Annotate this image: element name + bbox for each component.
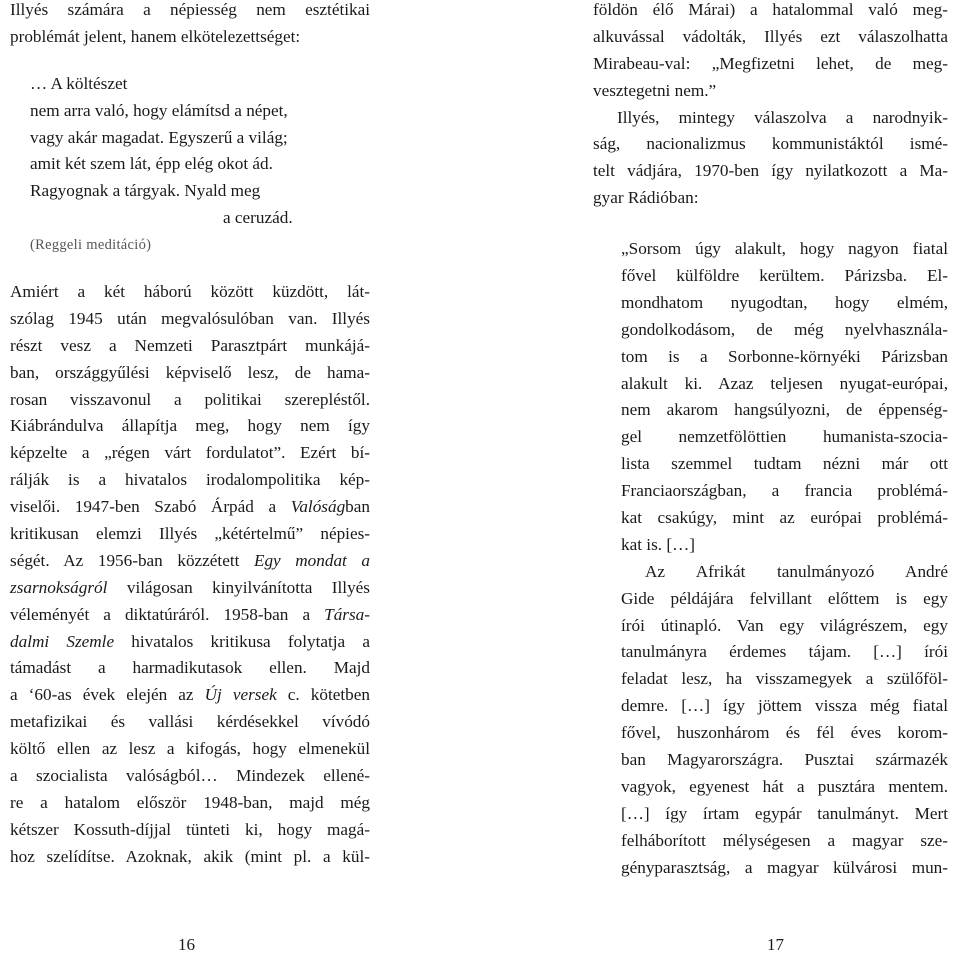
quote-line: fővel külföldre kerültem. Párizsba. El-: [621, 266, 948, 286]
body-text: c. kötetben: [276, 685, 370, 705]
quote-line: […] így írtam egypár tanulmányt. Mert: [621, 803, 948, 823]
body-line: Mirabeau-val: „Megfizetni lehet, de meg-: [593, 53, 948, 73]
body-text: ségét. Az 1956-ban közzétett: [10, 550, 254, 570]
journal-title-tarsadalmi-szemle: dalmi Szemle: [10, 631, 115, 651]
quote-line: mondhatom nyugodtan, hogy elmém,: [621, 292, 948, 312]
body-line: rálják is a hivatalos irodalompolitika kép-: [10, 470, 370, 490]
quote-line: lista szemmel tudtam nézni már ott: [621, 454, 948, 474]
poem-excerpt: [10, 71, 370, 259]
quote-line: kat is. […]: [621, 534, 695, 554]
quote-line: alakult ki. Azaz teljesen nyugat-európai,: [621, 373, 948, 393]
quote-line: vagyok, egyenest hát a pusztára mentem.: [621, 776, 948, 796]
quote-line: Gide példájára felvillant előttem is egy: [621, 588, 948, 608]
body-text: világosan kinyilvánította Illyés: [107, 577, 370, 597]
poem-line: vagy akár magadat. Egyszerű a világ;: [30, 127, 288, 147]
body-line: [10, 548, 370, 575]
body-text: viselői. 1947-ben Szabó Árpád a: [10, 497, 291, 517]
body-line: Illyés számára a népiesség nem esztétikai: [10, 0, 370, 19]
work-title-uj-versek: Új versek: [204, 685, 277, 705]
journal-title-tarsadalmi-szemle: Társa-: [324, 604, 370, 624]
body-line: a szocialista valóságból… Mindezek ellené-: [10, 766, 370, 786]
body-line: kritikusan elemzi Illyés „kétértelmű” népies-: [10, 524, 370, 544]
poem-line: amit két szem lát, épp elég okot ád.: [30, 154, 273, 174]
quote-line: feladat lesz, ha visszamegyek a szülőföl-: [621, 669, 948, 689]
body-line: metafizikai és vallási kérdésekkel vívódó: [10, 712, 370, 732]
quote-line: „Sorsom úgy alakult, hogy nagyon fiatal: [621, 239, 948, 259]
quote-line: fővel, huszonhárom és fél éves korom-: [621, 723, 948, 743]
body-text: hivatalos kritikusa folytatja a: [114, 631, 370, 651]
body-line: alkuvással vádolták, Illyés ezt válaszolhatta: [593, 26, 948, 46]
body-text: véleményét a diktatúráról. 1958-ban a: [10, 604, 325, 624]
quote-line: nem akarom hangsúlyozni, de éppenség-: [621, 400, 948, 420]
quote-line: felháborított mélységesen a magyar sze-: [621, 830, 948, 850]
quote-line: gondolkodásom, de még nyelvhasznála-: [621, 319, 948, 339]
body-line: re a hatalom először 1948-ban, majd még: [10, 792, 370, 812]
body-line: ban, országgyűlési képviselő lesz, de hama-: [10, 362, 370, 382]
body-line: költő ellen az lesz a kifogás, hogy elmenekül: [10, 739, 370, 759]
work-title-egy-mondat: Egy mondat a: [253, 550, 370, 570]
body-line: képzelte a „régen várt fordulatot”. Ezért bí-: [10, 443, 370, 463]
body-text: a ‘60-as évek elején az: [10, 685, 205, 705]
right-text-column: [593, 0, 948, 882]
body-line: támadást a harmadikutasok ellen. Majd: [10, 658, 370, 678]
body-line: gyar Rádióban:: [593, 188, 699, 208]
body-line: részt vesz a Nemzeti Parasztpárt munkájá-: [10, 335, 370, 355]
body-line: [10, 629, 370, 656]
body-line: kétszer Kossuth-díjjal tünteti ki, hogy magá-: [10, 819, 370, 839]
body-line: [10, 575, 370, 602]
radio-interview-quote: [593, 236, 948, 881]
body-line: szólag 1945 után megvalósulóban van. Illyés: [10, 308, 370, 328]
quote-line: ban Magyarországra. Pusztai származék: [621, 750, 948, 770]
body-line: rosan visszavonul a politikai szerepléstől.: [10, 389, 370, 409]
body-line: problémát jelent, hanem elkötelezettséget:: [10, 26, 301, 46]
body-line: [10, 494, 370, 521]
poem-line: Ragyognak a tárgyak. Nyald meg: [30, 181, 261, 201]
body-line: hoz szelídítse. Azoknak, akik (mint pl. a kül-: [10, 846, 370, 866]
poem-caption: (Reggeli meditáció): [30, 237, 152, 254]
quote-line: Franciaországban, a francia problémá-: [621, 481, 948, 501]
page-number: 17: [767, 935, 784, 954]
quote-line: írói útinapló. Van egy világrészem, egy: [621, 615, 948, 635]
poem-line: nem arra való, hogy elámítsd a népet,: [30, 100, 288, 120]
quote-line: gényparasztság, a magyar külvárosi mun-: [621, 857, 948, 877]
body-line: vesztegetni nem.”: [593, 80, 717, 100]
quote-line: tanulmányra érdemes tájam. […] írói: [621, 642, 948, 662]
quote-line: gel nemzetfölöttien humanista-szocia-: [621, 427, 948, 447]
body-line: [10, 602, 370, 629]
poem-line: … A költészet: [30, 73, 128, 93]
quote-line: kat csakúgy, mint az európai problémá-: [621, 508, 948, 528]
body-line: Illyés, mintegy válaszolva a narodnyik-: [617, 107, 948, 127]
body-line: [10, 682, 370, 709]
quote-line: demre. […] így jöttem vissza még fiatal: [621, 696, 948, 716]
body-line: Kiábrándulva állapítja meg, hogy nem így: [10, 416, 370, 436]
body-line: Amiért a két háború között küzdött, lát-: [10, 282, 370, 302]
poem-line: a ceruzád.: [223, 208, 293, 228]
body-line: telt vádjára, 1970-ben így nyilatkozott a Ma-: [593, 161, 948, 181]
left-text-column: [10, 0, 370, 871]
body-line: ság, nacionalizmus kommunistáktól ismé-: [593, 134, 948, 154]
page-number: 16: [178, 935, 195, 954]
body-line: földön élő Márai) a hatalommal való meg-: [593, 0, 948, 19]
journal-title-valosag: Valóság: [290, 497, 346, 517]
quote-line: Az Afrikát tanulmányozó André: [645, 561, 948, 581]
quote-line: tom is a Sorbonne-környéki Párizsban: [621, 346, 948, 366]
body-text: ban: [345, 497, 370, 517]
work-title-egy-mondat: zsarnokságról: [10, 577, 108, 597]
